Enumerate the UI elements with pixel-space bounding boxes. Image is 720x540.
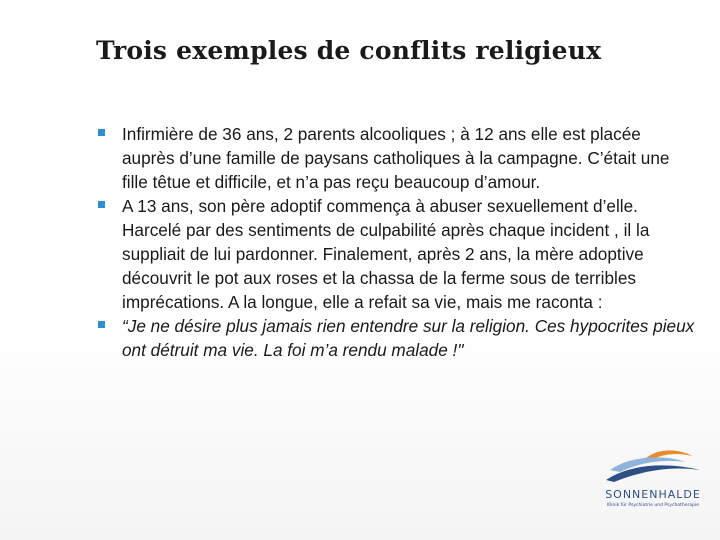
logo-name: SONNENHALDE: [605, 488, 701, 501]
square-bullet-icon: [98, 129, 105, 136]
slide-title: Trois exemples de conflits religieux: [96, 36, 602, 65]
bullet-text: A 13 ans, son père adoptif commença à abuser sexuellement d’elle. Harcelé par des sentiments de culpabilité après chaque incident , il la suppliait de lui pardonner. Finalement, après 2 ans, la mère adoptive découvrit le pot aux roses et la chassa de la ferme sous de terribles imprécations. A la longue, elle a refait sa vie, mais me raconta :: [122, 196, 650, 312]
bullet-item: [98, 194, 696, 314]
square-bullet-icon: [98, 321, 105, 328]
logo-subtitle: Klinik für Psychiatrie und Psychotherapie: [607, 503, 699, 508]
bullet-item: [98, 122, 696, 194]
sonnenhalde-logo: [600, 446, 706, 524]
bullet-item: [98, 314, 696, 362]
square-bullet-icon: [98, 201, 105, 208]
bullet-list: [98, 122, 696, 362]
logo-swoosh-icon: [604, 446, 702, 486]
bullet-text: Infirmière de 36 ans, 2 parents alcooliques ; à 12 ans elle est placée auprès d’une famille de paysans catholiques à la campagne. C’était une fille têtue et difficile, et n’a pas reçu beaucoup d’amour.: [122, 124, 670, 192]
quote-text: “Je ne désire plus jamais rien entendre sur la religion. Ces hypocrites pieux ont détruit ma vie. La foi m’a rendu malade !": [122, 316, 695, 360]
